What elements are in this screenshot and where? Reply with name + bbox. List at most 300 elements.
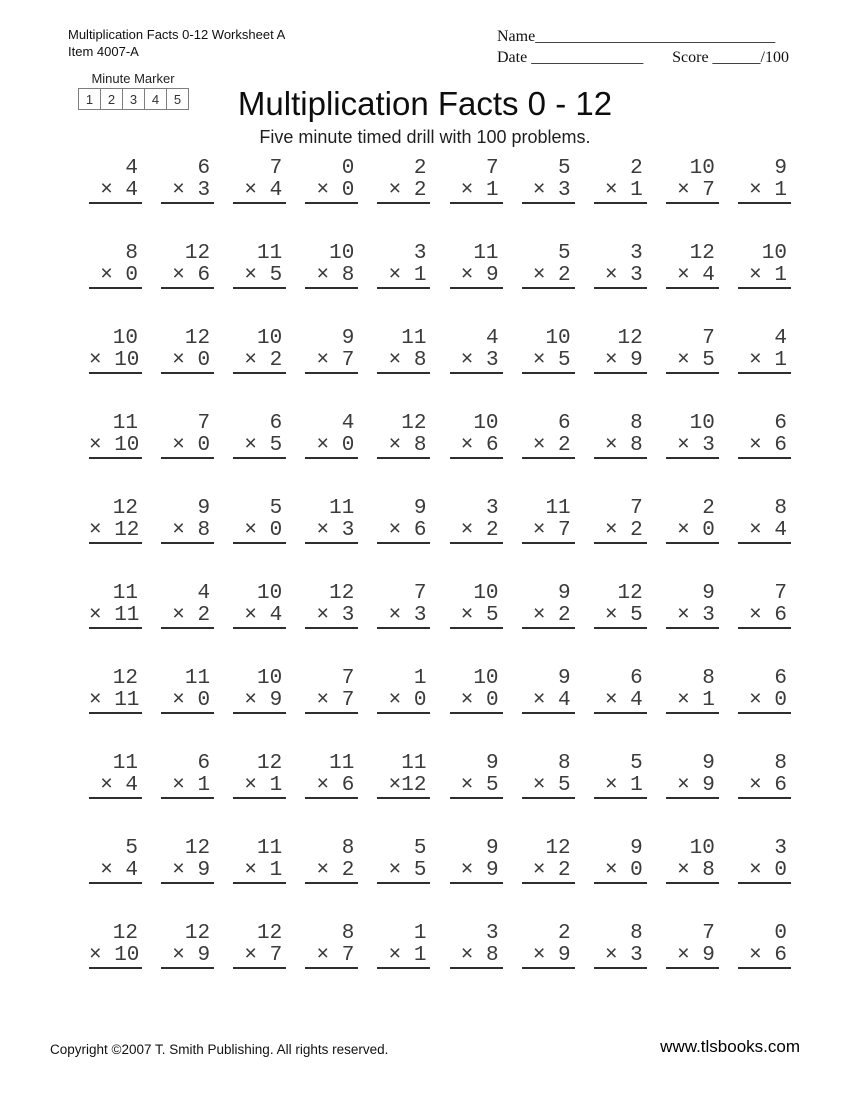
multiplicand: 9 — [413, 497, 427, 520]
problem-cell — [450, 413, 503, 459]
multiplicand: 10 — [761, 242, 787, 265]
multiplier: × 3 — [172, 178, 211, 202]
multiplier: × 2 — [532, 263, 571, 287]
multiplier: × 3 — [604, 263, 643, 287]
problem-cell — [450, 583, 503, 629]
multiplicand: 6 — [197, 752, 211, 775]
multiplier: × 1 — [604, 178, 643, 202]
multiplier: × 3 — [460, 348, 499, 372]
multiplicand: 9 — [197, 497, 211, 520]
multiplier: × 12 — [89, 518, 140, 542]
problem-cell — [522, 923, 575, 969]
multiplier: × 1 — [244, 858, 283, 882]
multiplier: × 5 — [604, 603, 643, 627]
minute-marker-cell: 3 — [123, 89, 145, 109]
name-blank-line: ______________________________ — [535, 28, 776, 45]
multiplier: × 1 — [677, 688, 715, 712]
problem-row — [89, 158, 791, 204]
problem-cell — [305, 413, 358, 459]
problem-cell — [161, 498, 214, 544]
page-title: Multiplication Facts 0 - 12 — [237, 85, 613, 122]
multiplier: × 0 — [172, 348, 211, 372]
multiplicand: 0 — [774, 922, 787, 945]
multiplicand: 12 — [184, 242, 211, 265]
multiplicand: 10 — [112, 327, 138, 350]
multiplier: × 2 — [532, 433, 571, 457]
multiplicand: 12 — [257, 752, 283, 775]
problem-cell — [161, 583, 214, 629]
multiplicand: 7 — [774, 582, 787, 605]
problem-cell — [305, 498, 358, 544]
problem-cell — [89, 668, 142, 714]
problem-cell — [594, 753, 647, 799]
date-blank-line: ______________ — [531, 49, 644, 66]
problem-cell — [594, 498, 647, 544]
multiplicand: 5 — [558, 242, 571, 265]
problem-cell — [738, 668, 791, 714]
multiplier: × 7 — [244, 943, 283, 967]
multiplier: × 7 — [316, 348, 355, 372]
website-text: www.tlsbooks.com — [660, 1037, 800, 1056]
multiplier: × 0 — [316, 433, 355, 457]
problem-cell — [522, 328, 575, 374]
multiplier: × 9 — [677, 943, 715, 967]
multiplier: × 9 — [244, 688, 283, 712]
multiplier: × 1 — [749, 178, 787, 202]
multiplier: × 1 — [604, 773, 643, 797]
multiplicand: 4 — [774, 327, 787, 350]
multiplier: × 5 — [244, 263, 283, 287]
problem-cell — [450, 668, 503, 714]
multiplier: × 5 — [532, 773, 571, 797]
copyright-text: Copyright ©2007 T. Smith Publishing. All rights reserved. — [50, 1042, 389, 1057]
multiplier: × 1 — [388, 943, 427, 967]
multiplier: × 2 — [388, 178, 427, 202]
multiplier: × 11 — [89, 688, 140, 712]
multiplicand: 6 — [269, 412, 283, 435]
name-label: Name — [497, 28, 536, 45]
multiplier: × 7 — [532, 518, 571, 542]
multiplier: × 3 — [388, 603, 427, 627]
problem-cell — [161, 668, 214, 714]
multiplier: × 5 — [460, 773, 499, 797]
problem-cell — [233, 328, 286, 374]
multiplier: × 0 — [677, 518, 715, 542]
score-label: Score — [672, 49, 709, 66]
multiplier: × 6 — [749, 943, 787, 967]
multiplicand: 1 — [413, 667, 427, 690]
multiplier: × 9 — [460, 858, 499, 882]
problem-cell — [161, 328, 214, 374]
problem-row — [89, 413, 791, 459]
multiplicand: 10 — [257, 327, 283, 350]
multiplicand: 12 — [617, 327, 643, 350]
multiplicand: 11 — [401, 327, 427, 350]
problem-cell — [305, 753, 358, 799]
multiplicand: 8 — [630, 922, 643, 945]
multiplier: × 5 — [677, 348, 715, 372]
multiplier: × 3 — [604, 943, 643, 967]
multiplier: × 10 — [89, 433, 140, 457]
multiplicand: 7 — [413, 582, 427, 605]
multiplicand: 3 — [485, 497, 499, 520]
problem-cell — [450, 158, 503, 204]
problem-cell — [305, 923, 358, 969]
multiplicand: 10 — [329, 242, 355, 265]
multiplicand: 7 — [702, 922, 715, 945]
multiplicand: 6 — [774, 412, 787, 435]
multiplicand: 11 — [329, 497, 355, 520]
problem-cell — [738, 753, 791, 799]
multiplier: × 6 — [749, 603, 787, 627]
multiplier: × 4 — [604, 688, 643, 712]
problem-cell — [594, 668, 647, 714]
problem-cell — [377, 158, 430, 204]
multiplier: × 0 — [749, 688, 787, 712]
multiplier: × 2 — [604, 518, 643, 542]
multiplicand: 3 — [413, 242, 427, 265]
multiplicand: 8 — [774, 497, 787, 520]
problem-cell — [233, 923, 286, 969]
multiplier: × 1 — [172, 773, 211, 797]
multiplicand: 9 — [558, 667, 571, 690]
worksheet-id-line2: Item 4007-A — [68, 43, 139, 59]
page-subtitle: Five minute timed drill with 100 problems. — [259, 127, 591, 147]
multiplier: × 3 — [532, 178, 571, 202]
problem-cell — [233, 838, 286, 884]
multiplier: × 0 — [172, 433, 211, 457]
multiplier: × 7 — [316, 688, 355, 712]
score-blank-line: ______ — [712, 49, 761, 66]
multiplicand: 8 — [774, 752, 787, 775]
multiplier: × 1 — [388, 263, 427, 287]
multiplier: × 4 — [244, 178, 283, 202]
multiplicand: 12 — [112, 667, 138, 690]
multiplicand: 11 — [112, 412, 138, 435]
name-line — [497, 28, 789, 46]
multiplier: × 4 — [677, 263, 715, 287]
problem-cell — [666, 158, 719, 204]
multiplicand: 0 — [341, 157, 355, 180]
multiplicand: 12 — [112, 922, 138, 945]
problem-cell — [666, 838, 719, 884]
problem-cell — [522, 158, 575, 204]
multiplicand: 12 — [184, 327, 211, 350]
multiplicand: 10 — [257, 582, 283, 605]
multiplier: × 4 — [100, 858, 138, 882]
problem-cell — [305, 668, 358, 714]
multiplicand: 8 — [702, 667, 715, 690]
problem-cell — [450, 498, 503, 544]
multiplier: × 0 — [460, 688, 499, 712]
problem-cell — [89, 838, 142, 884]
name-date-score-block — [497, 28, 789, 67]
problem-cell — [89, 413, 142, 459]
problem-cell — [738, 923, 791, 969]
multiplicand: 11 — [401, 752, 427, 775]
multiplicand: 10 — [257, 667, 283, 690]
multiplicand: 4 — [197, 582, 211, 605]
date-score-line — [497, 49, 789, 67]
problem-row — [89, 498, 791, 544]
multiplier: × 0 — [604, 858, 643, 882]
multiplicand: 12 — [545, 837, 571, 860]
multiplicand: 5 — [125, 837, 138, 860]
problem-cell — [666, 498, 719, 544]
problem-cell — [666, 413, 719, 459]
multiplier: × 3 — [677, 433, 715, 457]
problem-cell — [377, 498, 430, 544]
problem-cell — [377, 838, 430, 884]
problem-cell — [594, 158, 647, 204]
problem-cell — [161, 413, 214, 459]
problem-cell — [377, 583, 430, 629]
problem-cell — [666, 668, 719, 714]
problem-cell — [89, 753, 142, 799]
multiplier: × 9 — [460, 263, 499, 287]
multiplicand: 2 — [413, 157, 427, 180]
multiplicand: 10 — [689, 412, 715, 435]
multiplier: × 5 — [460, 603, 499, 627]
problem-cell — [522, 668, 575, 714]
multiplier: × 10 — [89, 348, 140, 372]
multiplicand: 10 — [545, 327, 571, 350]
multiplicand: 11 — [112, 582, 138, 605]
multiplicand: 7 — [630, 497, 643, 520]
problem-cell — [738, 328, 791, 374]
multiplicand: 11 — [112, 752, 138, 775]
problem-cell — [666, 583, 719, 629]
problem-cell — [305, 243, 358, 289]
minute-marker-cell: 1 — [79, 89, 101, 109]
problem-cell — [594, 328, 647, 374]
multiplier: × 1 — [749, 263, 787, 287]
multiplicand: 9 — [485, 752, 499, 775]
worksheet-id-line1: Multiplication Facts 0-12 Worksheet A — [68, 27, 286, 42]
multiplicand: 9 — [702, 582, 715, 605]
multiplicand: 3 — [774, 837, 787, 860]
worksheet-id-block — [68, 27, 285, 60]
problem-row — [89, 583, 791, 629]
multiplier: × 5 — [244, 433, 283, 457]
problem-cell — [594, 413, 647, 459]
multiplicand: 11 — [545, 497, 571, 520]
minute-marker-cell: 2 — [101, 89, 123, 109]
multiplier: × 5 — [532, 348, 571, 372]
multiplier: × 0 — [316, 178, 355, 202]
problem-cell — [522, 498, 575, 544]
problem-cell — [666, 243, 719, 289]
problem-cell — [233, 753, 286, 799]
score-denominator: /100 — [760, 49, 789, 66]
problem-cell — [89, 243, 142, 289]
multiplier: × 8 — [677, 858, 715, 882]
problem-cell — [594, 838, 647, 884]
multiplicand: 9 — [558, 582, 571, 605]
multiplier: × 2 — [244, 348, 283, 372]
multiplicand: 12 — [401, 412, 427, 435]
problem-cell — [738, 243, 791, 289]
problem-row — [89, 328, 791, 374]
multiplicand: 7 — [485, 157, 499, 180]
minute-marker-cell: 4 — [145, 89, 167, 109]
multiplier: × 8 — [460, 943, 499, 967]
multiplicand: 10 — [473, 667, 499, 690]
multiplier: × 11 — [89, 603, 140, 627]
multiplier: × 8 — [388, 348, 427, 372]
problem-cell — [233, 158, 286, 204]
multiplier: × 4 — [100, 178, 138, 202]
multiplicand: 10 — [473, 582, 499, 605]
problem-cell — [233, 498, 286, 544]
multiplicand: 6 — [197, 157, 211, 180]
problem-cell — [89, 328, 142, 374]
multiplicand: 11 — [473, 242, 499, 265]
problem-cell — [305, 583, 358, 629]
multiplier: × 7 — [677, 178, 715, 202]
multiplier: × 2 — [532, 858, 571, 882]
multiplicand: 2 — [558, 922, 571, 945]
multiplicand: 11 — [257, 837, 283, 860]
multiplicand: 9 — [774, 157, 787, 180]
multiplier: × 1 — [460, 178, 499, 202]
problem-cell — [305, 158, 358, 204]
multiplier: × 6 — [749, 433, 787, 457]
multiplicand: 7 — [341, 667, 355, 690]
problem-cell — [666, 923, 719, 969]
multiplicand: 11 — [329, 752, 355, 775]
problem-cell — [377, 243, 430, 289]
problem-cell — [666, 753, 719, 799]
multiplier: × 0 — [172, 688, 211, 712]
multiplier: × 6 — [749, 773, 787, 797]
problem-cell — [522, 243, 575, 289]
multiplier: × 0 — [244, 518, 283, 542]
problem-cell — [305, 838, 358, 884]
multiplier: × 9 — [604, 348, 643, 372]
multiplicand: 8 — [125, 242, 138, 265]
multiplicand: 10 — [689, 157, 715, 180]
multiplicand: 12 — [617, 582, 643, 605]
multiplier: × 3 — [316, 603, 355, 627]
problem-cell — [89, 498, 142, 544]
multiplicand: 5 — [558, 157, 571, 180]
multiplier: × 5 — [388, 858, 427, 882]
problem-cell — [522, 413, 575, 459]
multiplicand: 12 — [184, 922, 211, 945]
problem-cell — [450, 243, 503, 289]
problem-cell — [305, 328, 358, 374]
problem-cell — [738, 498, 791, 544]
problem-row — [89, 668, 791, 714]
multiplicand: 7 — [197, 412, 211, 435]
multiplicand: 12 — [329, 582, 355, 605]
problem-cell — [594, 923, 647, 969]
multiplicand: 10 — [473, 412, 499, 435]
multiplicand: 5 — [630, 752, 643, 775]
problem-cell — [377, 668, 430, 714]
problem-cell — [89, 158, 142, 204]
multiplier: × 8 — [172, 518, 211, 542]
problem-cell — [522, 838, 575, 884]
problem-cell — [522, 753, 575, 799]
multiplicand: 4 — [125, 157, 138, 180]
multiplicand: 9 — [341, 327, 355, 350]
multiplier: × 1 — [749, 348, 787, 372]
multiplier: × 4 — [532, 688, 571, 712]
multiplier: × 9 — [532, 943, 571, 967]
problem-row — [89, 243, 791, 289]
multiplier: × 6 — [460, 433, 499, 457]
multiplier: × 9 — [172, 943, 211, 967]
multiplicand: 5 — [413, 837, 427, 860]
problem-cell — [738, 413, 791, 459]
multiplier: × 3 — [677, 603, 715, 627]
problem-cell — [161, 923, 214, 969]
multiplicand: 2 — [702, 497, 715, 520]
multiplier: × 2 — [532, 603, 571, 627]
problem-row — [89, 923, 791, 969]
multiplier: × 2 — [460, 518, 499, 542]
multiplier: × 7 — [316, 943, 355, 967]
problem-cell — [377, 413, 430, 459]
problem-cell — [450, 328, 503, 374]
multiplicand: 6 — [558, 412, 571, 435]
multiplicand: 7 — [269, 157, 283, 180]
problem-cell — [450, 923, 503, 969]
multiplicand: 4 — [341, 412, 355, 435]
multiplier: × 9 — [172, 858, 211, 882]
multiplier: × 6 — [316, 773, 355, 797]
multiplier: × 2 — [316, 858, 355, 882]
problem-cell — [233, 668, 286, 714]
multiplicand: 2 — [630, 157, 643, 180]
problem-cell — [594, 243, 647, 289]
multiplicand: 11 — [184, 667, 211, 690]
problem-cell — [738, 583, 791, 629]
multiplicand: 11 — [257, 242, 283, 265]
multiplier: × 6 — [388, 518, 427, 542]
problem-cell — [233, 583, 286, 629]
multiplicand: 9 — [485, 837, 499, 860]
problem-cell — [522, 583, 575, 629]
multiplicand: 7 — [702, 327, 715, 350]
multiplicand: 9 — [702, 752, 715, 775]
multiplier: × 0 — [388, 688, 427, 712]
problem-cell — [161, 753, 214, 799]
problem-cell — [89, 583, 142, 629]
multiplicand: 9 — [630, 837, 643, 860]
date-group — [497, 49, 643, 67]
multiplicand: 8 — [341, 837, 355, 860]
multiplier: × 9 — [677, 773, 715, 797]
multiplier: × 1 — [244, 773, 283, 797]
problem-cell — [666, 328, 719, 374]
date-label: Date — [497, 49, 528, 66]
problem-cell — [594, 583, 647, 629]
multiplicand: 12 — [689, 242, 715, 265]
multiplicand: 8 — [558, 752, 571, 775]
multiplicand: 3 — [630, 242, 643, 265]
multiplier: × 6 — [172, 263, 211, 287]
multiplicand: 8 — [341, 922, 355, 945]
multiplier: × 3 — [316, 518, 355, 542]
problem-cell — [450, 753, 503, 799]
multiplicand: 1 — [413, 922, 427, 945]
problem-row — [89, 838, 791, 884]
problem-cell — [377, 923, 430, 969]
multiplier: × 4 — [100, 773, 138, 797]
